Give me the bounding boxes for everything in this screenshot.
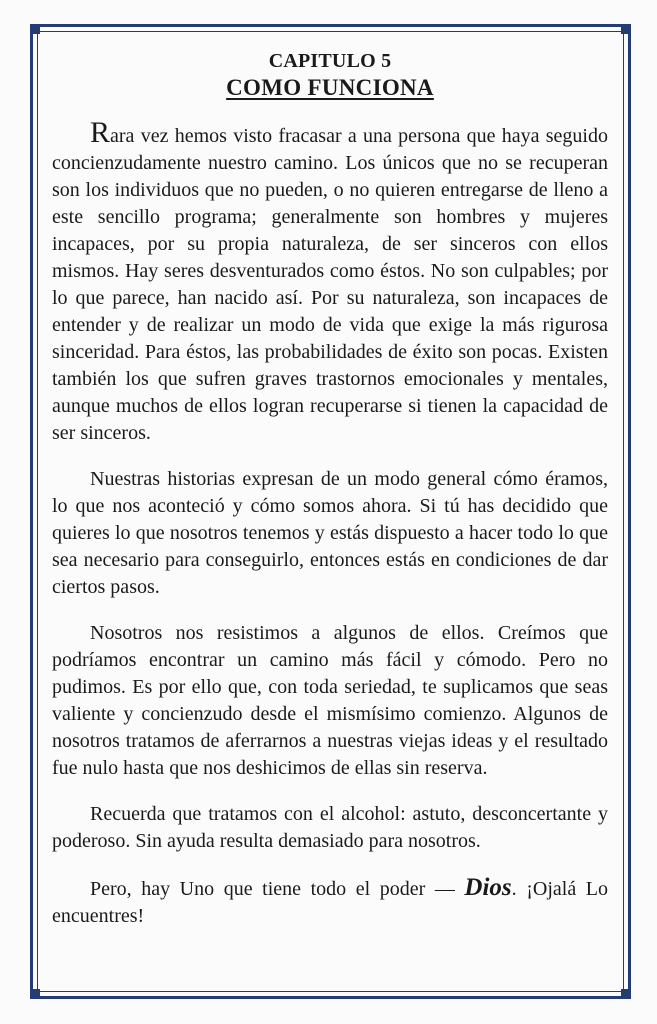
paragraph-3: Nosotros nos resistimos a algunos de ellos. Creímos que podríamos encontrar un camino más fácil y cómodo. Pero no pudimos. Es por ello que, con toda seriedad, te suplicamos que seas valiente y concienzudo desde el mismísimo comienzo. Algunos de nosotros tratamos de aferrarnos a nuestras viejas ideas y el resultado fue nulo hasta que nos deshicimos de ellas sin reserva.: [52, 622, 608, 779]
paragraph-2: Nuestras historias expresan de un modo general cómo éramos, lo que nos aconteció y cómo somos ahora. Si tú has decidido que quieres lo que nosotros tenemos y estás dispuesto a hacer todo lo que sea necesario para conseguirlo, entonces estás en condiciones de dar ciertos pasos.: [52, 468, 608, 598]
paragraph-1-initial: R: [90, 116, 111, 149]
paragraph-5-emphasis: Dios: [464, 874, 512, 901]
paragraph-4: Recuerda que tratamos con el alcohol: astuto, desconcertante y poderoso. Sin ayuda resulta demasiado para nosotros.: [52, 803, 608, 852]
paragraph-5-text-after: . ¡Ojalá Lo encuentres!: [52, 878, 608, 927]
page-content: [52, 50, 608, 970]
chapter-label: CAPITULO 5: [268, 50, 392, 72]
corner-ornament-top-left: [30, 24, 40, 34]
paragraph-5: [52, 874, 608, 930]
corner-ornament-bottom-right: [621, 989, 631, 999]
chapter-title: COMO FUNCIONA: [226, 75, 434, 100]
paragraph-1: [52, 116, 608, 447]
corner-ornament-top-right: [621, 24, 631, 34]
paragraph-5-text-before: Pero, hay Uno que tiene todo el poder —: [90, 878, 465, 900]
corner-ornament-bottom-left: [30, 989, 40, 999]
paragraph-1-text: ara vez hemos visto fracasar a una persona que haya seguido concienzudamente nuestro camino. Los únicos que no se recuperan son los individuos que no pueden, o no quieren entregarse de lleno a este sencillo programa; generalmente son hombres y mujeres incapaces, por su propia naturaleza, de ser sinceros con ellos mismos. Hay seres desventurados como éstos. No son culpables; por lo que parece, han nacido así. Por su naturaleza, son incapaces de entender y de realizar un modo de vida que exige la más rigurosa sinceridad. Para éstos, las probabilidades de éxito son pocas. Existen también los que sufren graves trastornos emocionales y mentales, aunque muchos de ellos logran recuperarse si tienen la capacidad de ser sinceros.: [52, 125, 608, 444]
